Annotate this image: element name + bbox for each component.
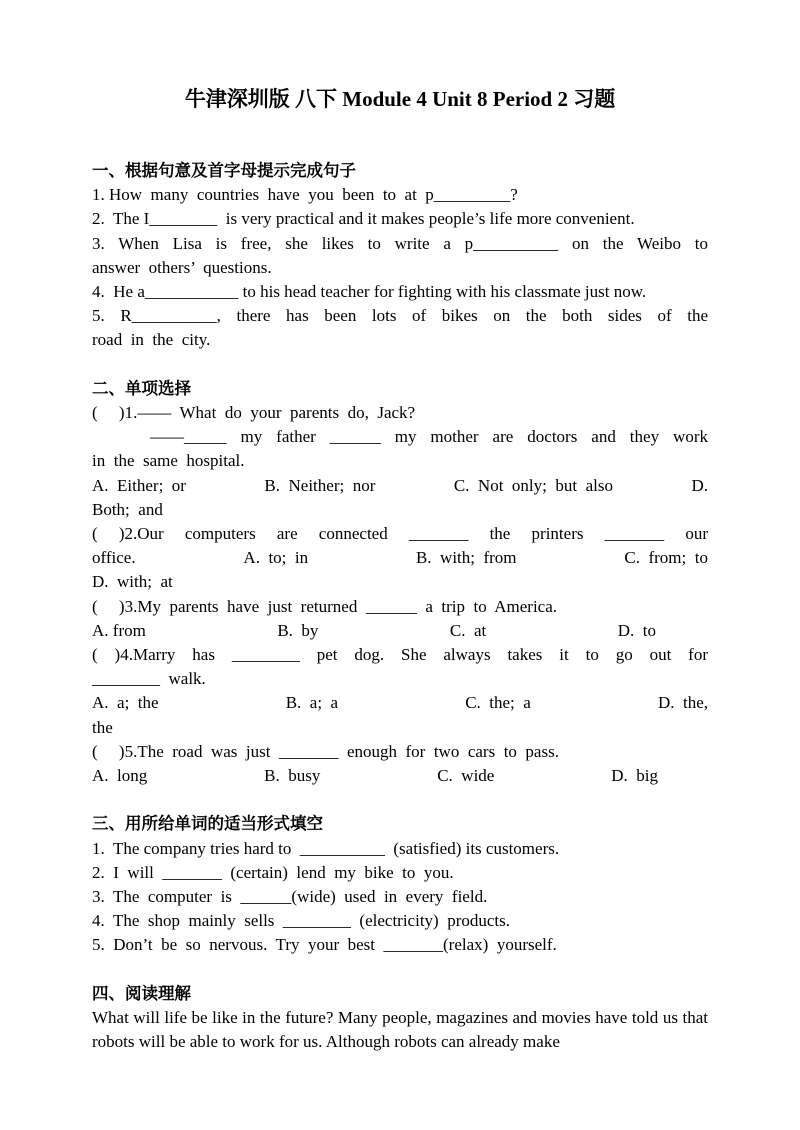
option-d: D. big <box>611 766 658 786</box>
question-stem: ( )1.—— What do your parents do, Jack? <box>92 403 416 423</box>
question-line: 3. The computer is ______(wide) used in every field. <box>92 887 488 907</box>
page-title: 牛津深圳版 八下 Module 4 Unit 8 Period 2 习题 <box>184 87 616 111</box>
option-a: A. Either; or <box>92 475 186 495</box>
worksheet-page <box>92 84 708 1054</box>
option-a: A. long <box>92 766 148 786</box>
question-line: 3. When Lisa is free, she likes to write a p__________ on the Weibo to <box>92 233 708 253</box>
section-word-forms <box>92 812 708 957</box>
question-line: 2. I will _______ (certain) lend my bike to you. <box>92 862 454 882</box>
spacer <box>92 958 708 982</box>
option-continuation: the <box>92 717 113 737</box>
question-stem: ( )2.Our computers are connected _______ the printers _______ our <box>92 524 708 544</box>
section-heading: 二、单项选择 <box>92 378 191 398</box>
option-c: C. at <box>449 620 487 640</box>
section-heading: 一、根据句意及首字母提示完成句子 <box>92 161 356 180</box>
options-row <box>92 691 708 715</box>
option-d: D. <box>691 475 708 495</box>
question-line: 1. The company tries hard to __________ (satisfied) its customers. <box>92 838 560 858</box>
question-line: 5. R__________, there has been lots of bikes on the both sides of the <box>92 306 708 326</box>
section-sentence-completion <box>92 159 708 353</box>
question-stem: ( )3.My parents have just returned ______ a trip to America. <box>92 596 558 616</box>
question-line: road in the city. <box>92 330 211 350</box>
option-c: C. from; to <box>624 548 708 568</box>
option-c: C. Not only; but also <box>453 475 613 495</box>
spacer <box>92 788 708 812</box>
question-line: 4. The shop mainly sells ________ (electricity) products. <box>92 911 511 931</box>
reading-paragraph: What will life be like in the future? Many people, magazines and movies have told us that robots will be able to work for us. Although robots can already make <box>92 1008 708 1052</box>
section-reading <box>92 982 708 1055</box>
question-reply: in the same hospital. <box>92 451 245 471</box>
options-row <box>92 474 708 498</box>
option-continuation: D. with; at <box>92 572 173 592</box>
question-stem: ( )5.The road was just _______ enough for two cars to pass. <box>92 741 559 761</box>
option-b: B. by <box>277 620 319 640</box>
option-b: B. with; from <box>415 548 517 568</box>
option-d: D. to <box>617 620 656 640</box>
option-b: B. Neither; nor <box>264 475 376 495</box>
question-line: 2. The I________ is very practical and it makes people’s life more convenient. <box>92 209 635 229</box>
question-reply: ——_____ my father ______ my mother are doctors and they work <box>150 427 708 447</box>
question-stem: ( )4.Marry has ________ pet dog. She always takes it to go out for <box>92 645 708 665</box>
section-heading: 四、阅读理解 <box>92 983 191 1003</box>
options-row <box>92 546 708 570</box>
spacer <box>92 353 708 377</box>
option-c: C. the; a <box>465 693 531 713</box>
options-row <box>92 764 708 788</box>
question-line: 4. He a___________ to his head teacher for fighting with his classmate just now. <box>92 282 647 302</box>
question-line: answer others’ questions. <box>92 257 272 277</box>
option-d: D. the, <box>657 693 708 713</box>
options-row <box>92 619 708 643</box>
option-a: A. to; in <box>243 548 309 568</box>
section-multiple-choice <box>92 377 708 788</box>
question-line: 5. Don’t be so nervous. Try your best _______(relax) yourself. <box>92 935 557 955</box>
option-a: A. from <box>92 620 146 640</box>
option-lead: office. <box>92 548 136 568</box>
question-line: 1. How many countries have you been to at p_________? <box>92 185 518 205</box>
question-stem-continuation: ________ walk. <box>92 669 206 689</box>
option-continuation: Both; and <box>92 499 163 519</box>
option-a: A. a; the <box>92 693 159 713</box>
option-c: C. wide <box>437 766 495 786</box>
option-b: B. busy <box>264 766 321 786</box>
option-b: B. a; a <box>285 693 339 713</box>
section-heading: 三、用所给单词的适当形式填空 <box>92 814 323 834</box>
